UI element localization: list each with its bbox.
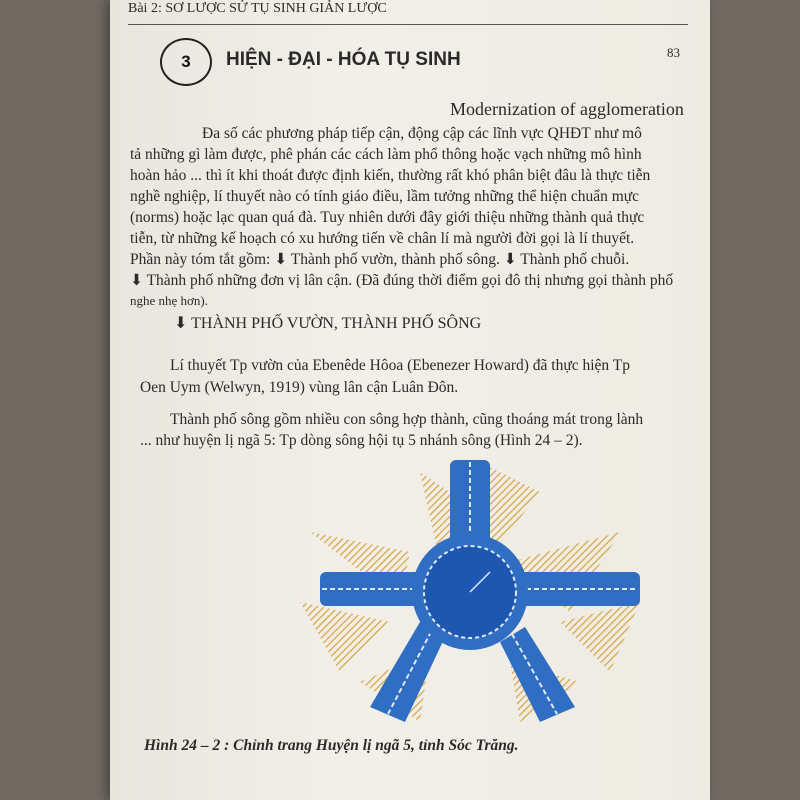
paragraph-line: hoàn hảo ... thì ít khi thoát được định kiến, thường rất khó phân biệt đâu là thực tiễn	[130, 167, 651, 184]
chapter-subtitle: Modernization of agglomeration	[450, 99, 684, 119]
section-heading: ⬇ THÀNH PHỐ VƯỜN, THÀNH PHỐ SÔNG	[174, 315, 482, 332]
five-junction-plan-figure	[280, 452, 660, 732]
paragraph-line: nghề nghiệp, lí thuyết nào có tính giáo điều, lầm tưởng những thể hiện chuẩn mực	[130, 188, 640, 205]
book-page	[110, 0, 710, 800]
page-number: 83	[667, 45, 680, 60]
paragraph-line: tiễn, từ những kế hoạch có xu hướng tiến về chân lí mà người đời gọi là lí thuyết.	[130, 230, 635, 247]
paragraph-line: Thành phố sông gồm nhiều con sông hợp thành, cũng thoáng mát trong lành	[170, 411, 644, 428]
paragraph-line: Phần này tóm tắt gồm: ⬇ Thành phố vườn, thành phố sông. ⬇ Thành phố chuỗi.	[130, 251, 630, 268]
paragraph-line: Đa số các phương pháp tiếp cận, động cập các lĩnh vực QHĐT như mô	[202, 125, 642, 142]
chapter-title: HIỆN - ĐẠI - HÓA TỤ SINH	[226, 49, 461, 70]
chapter-header: Bài 2: SƠ LƯỢC SỬ TỤ SINH GIẢN LƯỢC	[128, 1, 387, 16]
paragraph-line: (norms) hoặc lạc quan quá đà. Tuy nhiên dưới đây giới thiệu những thành quả thực	[130, 209, 645, 226]
paragraph-line: ⬇ Thành phố những đơn vị lân cận. (Đã đúng thời điểm gọi đô thị nhưng gọi thành phố	[130, 272, 674, 289]
paragraph-line: tả những gì làm được, phê phán các cách làm phổ thông hoặc vạch những mô hình	[130, 146, 642, 163]
paragraph-line: Lí thuyết Tp vườn của Ebenêde Hôoa (Ebenezer Howard) đã thực hiện Tp	[170, 357, 630, 374]
section-number: 3	[181, 52, 191, 71]
paragraph-line: Oen Uym (Welwyn, 1919) vùng lân cận Luân Đôn.	[140, 379, 459, 396]
header-rule	[128, 24, 688, 25]
figure-caption: Hình 24 – 2 : Chỉnh trang Huyện lị ngã 5, tỉnh Sóc Trăng.	[144, 737, 519, 754]
section-number-circle	[160, 38, 212, 86]
paragraph-line: nghe nhẹ hơn).	[130, 293, 208, 308]
paragraph-line: ... như huyện lị ngã 5: Tp dòng sông hội tụ 5 nhánh sông (Hình 24 – 2).	[140, 432, 583, 449]
